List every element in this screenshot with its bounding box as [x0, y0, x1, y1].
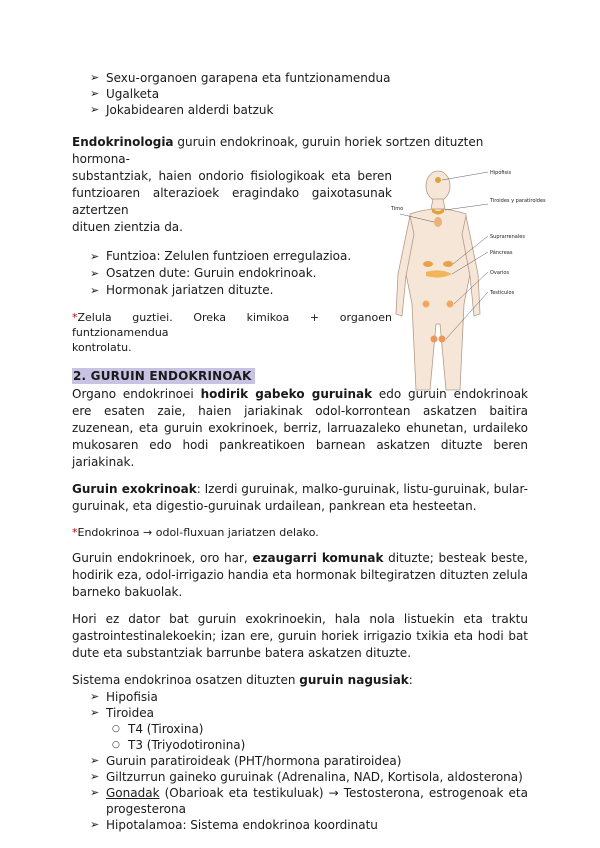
- neck-shape: [431, 199, 445, 209]
- definition-line: guruin endokrinoak, guruin horiek sortzen dituzten hormona-: [72, 135, 484, 166]
- label-thyroid: Tiroides y paratiroides: [490, 198, 546, 204]
- glands-list: [72, 689, 528, 721]
- paragraph: Hori ez dator bat guruin exokrinoekin, hala nola listuekin eta traktu gastrointestinalekoekin; izan ere, guruin horiek irrigazio txikia eta hodi bat dute eta substantziak barrunbe batera askatzen dituzte.: [72, 612, 528, 660]
- bold-term: ezaugarri komunak: [252, 551, 384, 565]
- list-item: ➢ Tiroidea: [90, 705, 528, 721]
- text-run: : Izerdi guruinak, malko-guruinak, listu-guruinak, bular-guruinak, eta digestio-guruinak urdailean, pankrean eta hesteetan.: [72, 482, 528, 513]
- note-text: kontrolatu.: [72, 341, 132, 354]
- text-run: Guruin endokrinoek, oro har,: [72, 551, 253, 565]
- text-run: :: [408, 673, 413, 687]
- list-item: ➢ Sexu-organoen garapena eta funtzionamendua: [90, 70, 528, 86]
- note-text: Endokrinoa → odol-fluxuan jariatzen delako.: [77, 526, 319, 539]
- list-item: ➢ Giltzurrun gaineko guruinak (Adrenalina, NAD, Kortisola, aldosterona): [90, 769, 528, 785]
- text-run: dituzte; besteak beste, hodirik eza, odol-irrigazio handia eta hormonak biltegiratzen dituzten zelula barneko bakuolak.: [72, 551, 528, 599]
- bold-term: guruin nagusiak: [299, 673, 409, 687]
- torso-shape: [406, 209, 470, 390]
- label-adrenal: Suprarrenales: [490, 234, 525, 240]
- adrenal-gland-right: [443, 261, 453, 267]
- list-item: ➢ Hipotalamoa: Sistema endokrinoa koordinatu: [90, 817, 528, 833]
- pituitary-gland: [435, 177, 441, 183]
- note-marker: *: [72, 526, 78, 539]
- list-item: ➢ Hormonak jariatzen dituzte.: [90, 282, 528, 299]
- note-text: Zelula guztiei. Oreka kimikoa + organoen funtzionamendua: [72, 311, 392, 339]
- text-run: Sistema endokrinoa osatzen dituzten: [72, 673, 300, 687]
- endocrine-system-figure: [390, 164, 546, 390]
- head-shape: [426, 171, 450, 201]
- label-ovaries: Ovarios: [490, 270, 510, 276]
- list-item: ➢ Guruin paratiroideak (PHT/hormona paratiroidea): [90, 753, 528, 769]
- bold-term: hodirik gabeko guruinak: [200, 387, 373, 401]
- text-run: Organo endokrinoei: [72, 387, 201, 401]
- section-2: [72, 368, 528, 833]
- list-item: ○ T3 (Triyodotironina): [112, 737, 528, 753]
- thyroid-sublist: [72, 721, 528, 753]
- definition-line: funtzioaren alterazioek eragindako gaixotasunak aztertzen: [72, 186, 392, 217]
- section-title: 2. GURUIN ENDOKRINOAK: [72, 368, 255, 384]
- adrenal-gland-left: [423, 261, 433, 267]
- testis-left: [431, 336, 438, 343]
- label-thymus: Timo: [391, 206, 404, 212]
- note-marker: *: [72, 311, 78, 324]
- underlined-term: Gonadak: [106, 786, 160, 800]
- definition-term: Endokrinologia: [72, 135, 174, 149]
- list-item: ➢ Funtzioa: Zelulen funtzioen erregulazioa.: [90, 248, 528, 265]
- glands-list-continued: [72, 753, 528, 833]
- label-hypophysis: Hipófisis: [490, 170, 512, 176]
- definition-line: dituen zientzia da.: [72, 220, 183, 234]
- label-testes: Testículos: [490, 290, 515, 296]
- document-page: [72, 68, 546, 833]
- note-2: [72, 525, 528, 540]
- thymus-gland: [434, 217, 442, 227]
- paragraph: [72, 672, 528, 689]
- bold-term: Guruin exokrinoak: [72, 482, 197, 496]
- list-item: [90, 785, 528, 817]
- definition-line: substantziak, haien ondorio fisiologikoak eta beren: [72, 169, 392, 183]
- ovary-right: [447, 301, 454, 308]
- endocrine-body-illustration: [390, 164, 546, 390]
- list-item: ➢ Hipofisia: [90, 689, 528, 705]
- note-1: [72, 310, 392, 355]
- ovary-left: [423, 301, 430, 308]
- list-item: ➢ Ugalketa: [90, 86, 528, 102]
- paragraph: [72, 481, 528, 515]
- paragraph: [72, 550, 528, 601]
- list-item: ○ T4 (Tiroxina): [112, 721, 528, 737]
- paragraph: [72, 386, 528, 471]
- list-item: ➢ Jokabidearen alderdi batzuk: [90, 102, 528, 118]
- list-item: ➢ Osatzen dute: Guruin endokrinoak.: [90, 265, 528, 282]
- label-pancreas: Páncreas: [490, 250, 513, 256]
- testis-right: [439, 336, 446, 343]
- text-run: (Obarioak eta testikuluak) → Testosterona, estrogenoak eta progesterona: [106, 786, 528, 816]
- intro-list: [72, 70, 528, 118]
- text-run: edo guruin endokrinoak ere esaten zaie, haien jariakinak odol-korrontean askatzen baitira zuzenean, eta guruin exokrinoek, berriz, larruazaleko ehunetan, urdaileko mukosaren edo hodi pankreatikoen barnean askatzen dituzte beren jariakinak.: [72, 387, 528, 469]
